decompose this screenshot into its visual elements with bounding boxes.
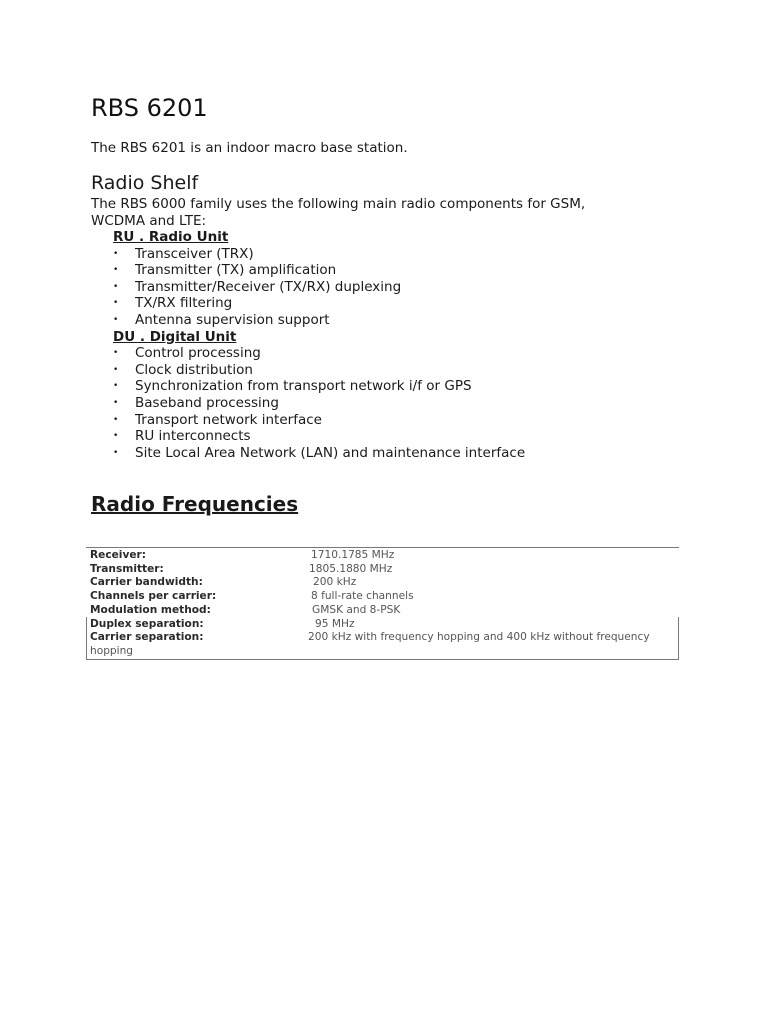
- spec-label: Modulation method:: [90, 604, 211, 616]
- spec-value: 200 kHz with frequency hopping and 400 kHz without frequency: [308, 631, 650, 643]
- table-border-bottom: [86, 659, 679, 660]
- spec-value: 1805.1880 MHz: [309, 563, 393, 575]
- spec-label: Channels per carrier:: [90, 590, 217, 602]
- ru-list: [91, 246, 691, 329]
- du-list: [91, 345, 691, 461]
- spec-value: 1710.1785 MHz: [311, 549, 395, 561]
- bullet-icon: •: [113, 348, 119, 359]
- list-item: • Clock distribution: [113, 361, 253, 378]
- bullet-icon: •: [113, 364, 119, 375]
- document-title: RBS 6201: [91, 94, 208, 122]
- bullet-icon: •: [113, 414, 119, 425]
- component-groups: [91, 229, 691, 461]
- bullet-icon: •: [113, 265, 119, 276]
- spec-value: 95 MHz: [315, 618, 355, 630]
- frequency-spec-table: [86, 547, 679, 660]
- spec-value: GMSK and 8-PSK: [312, 604, 401, 616]
- bullet-icon: •: [113, 314, 119, 325]
- list-item: • Transmitter (TX) amplification: [113, 262, 337, 279]
- spec-value-wrap: hopping: [90, 645, 134, 657]
- table-border-right: [678, 617, 679, 660]
- list-item: • Transmitter/Receiver (TX/RX) duplexing: [113, 278, 402, 295]
- spec-label: Receiver:: [90, 549, 146, 561]
- bullet-icon: •: [113, 431, 119, 442]
- radio-shelf-heading: Radio Shelf: [91, 172, 199, 194]
- list-item: • Transceiver (TRX): [113, 245, 254, 262]
- list-item: • Synchronization from transport network i/f or GPS: [113, 378, 472, 395]
- spec-label: Duplex separation:: [90, 618, 204, 630]
- bullet-icon: •: [113, 397, 119, 408]
- bullet-icon: •: [113, 447, 119, 458]
- spec-value: 8 full-rate channels: [311, 590, 414, 602]
- list-item: • Control processing: [113, 345, 261, 362]
- spec-label: Transmitter:: [90, 563, 164, 575]
- table-border-left: [86, 617, 87, 660]
- component-group-du: [91, 329, 691, 462]
- bullet-icon: •: [113, 281, 119, 292]
- radio-shelf-description-line2: WCDMA and LTE:: [91, 212, 207, 229]
- radio-frequencies-heading: Radio Frequencies: [91, 492, 299, 516]
- spec-label: Carrier separation:: [90, 631, 204, 643]
- group-heading-du: DU . Digital Unit: [113, 328, 237, 345]
- bullet-icon: •: [113, 248, 119, 259]
- list-item: • Site Local Area Network (LAN) and maintenance interface: [113, 444, 526, 461]
- list-item: • Transport network interface: [113, 411, 322, 428]
- intro-text: The RBS 6201 is an indoor macro base station.: [91, 140, 408, 156]
- spec-value: 200 kHz: [313, 576, 357, 588]
- bullet-icon: •: [113, 298, 119, 309]
- group-heading-ru: RU . Radio Unit: [113, 229, 229, 245]
- list-item: • Baseband processing: [113, 394, 279, 411]
- radio-shelf-description-line1: The RBS 6000 family uses the following main radio components for GSM,: [91, 196, 586, 212]
- list-item: • RU interconnects: [113, 428, 251, 445]
- list-item: • TX/RX filtering: [113, 295, 233, 312]
- component-group-ru: [91, 229, 691, 329]
- list-item: • Antenna supervision support: [113, 311, 330, 328]
- spec-label: Carrier bandwidth:: [90, 576, 203, 588]
- bullet-icon: •: [113, 381, 119, 392]
- radio-shelf-description: [91, 196, 631, 229]
